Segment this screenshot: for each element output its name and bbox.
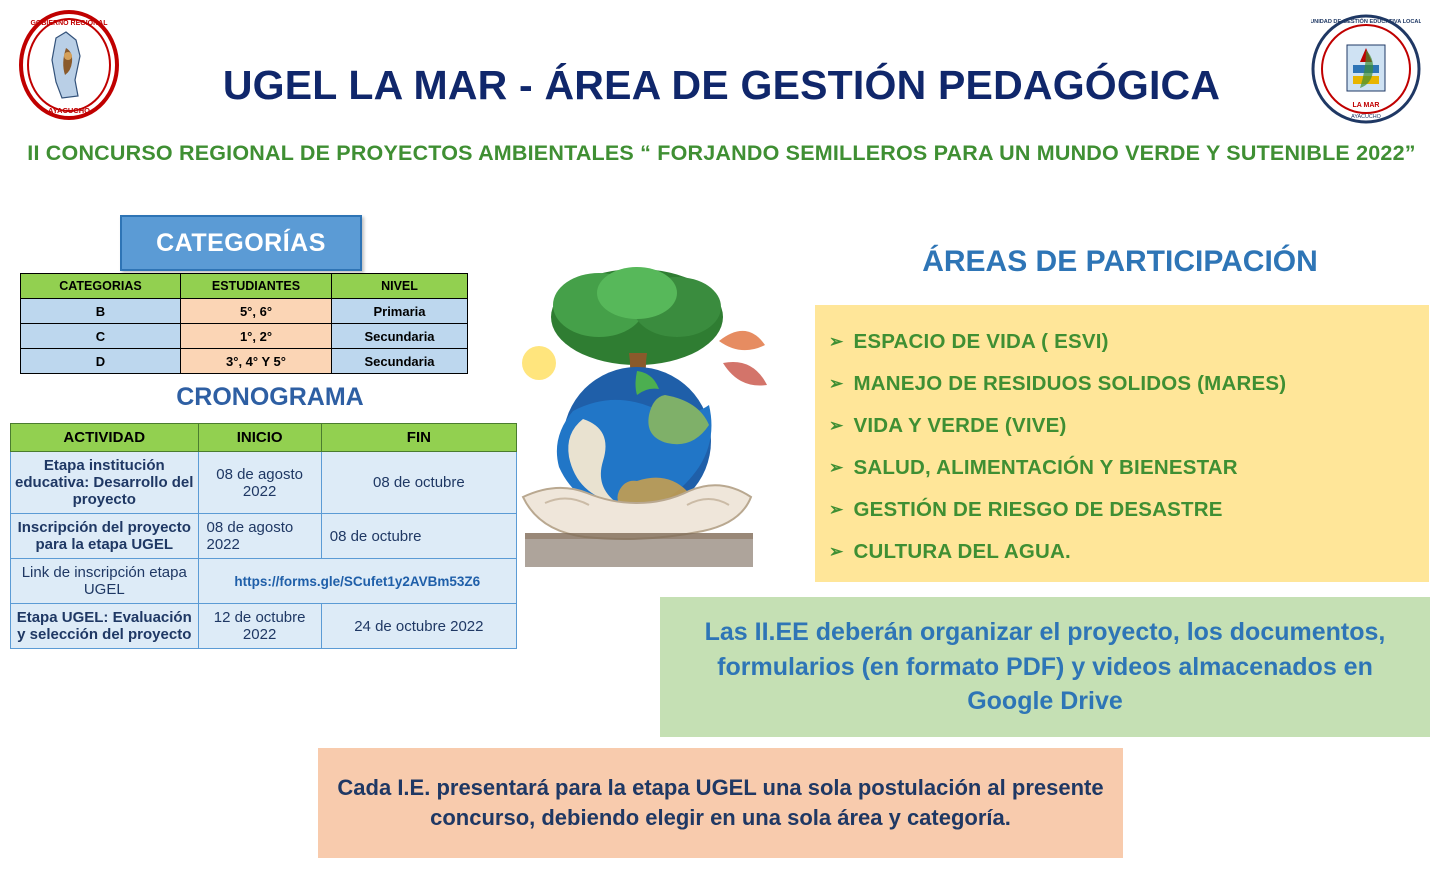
cell-activity: Etapa UGEL: Evaluación y selección del proyecto (11, 604, 199, 649)
areas-title: ÁREAS DE PARTICIPACIÓN (922, 245, 1318, 278)
area-label: CULTURA DEL AGUA. (853, 540, 1071, 563)
cell-start: 08 de agosto 2022 (198, 452, 321, 514)
table-row (21, 349, 468, 374)
cell-categoria: B (21, 299, 181, 324)
column-header-actividad: ACTIVIDAD (11, 424, 199, 452)
arrow-bullet-icon: ➢ (829, 458, 844, 477)
schedule-table (10, 423, 517, 649)
cell-estudiantes: 5°, 6° (181, 299, 332, 324)
orange-note-box (318, 748, 1123, 858)
cell-estudiantes: 1°, 2° (181, 324, 332, 349)
areas-list (815, 305, 1429, 573)
list-item (829, 405, 1429, 447)
cell-end: 08 de octubre (321, 452, 516, 514)
table-header-row (21, 274, 468, 299)
area-label: VIDA Y VERDE (VIVE) (853, 414, 1067, 437)
column-header-fin: FIN (321, 424, 516, 452)
svg-text:AYACUCHO: AYACUCHO (48, 106, 90, 115)
arrow-bullet-icon: ➢ (829, 542, 844, 561)
area-label: MANEJO DE RESIDUOS SOLIDOS (MARES) (853, 372, 1287, 395)
table-row (21, 324, 468, 349)
list-item (829, 363, 1429, 405)
list-item (829, 489, 1429, 531)
table-row (21, 299, 468, 324)
column-header-nivel: NIVEL (332, 274, 468, 299)
svg-text:LA MAR: LA MAR (1352, 102, 1380, 109)
arrow-bullet-icon: ➢ (829, 500, 844, 519)
green-note-box (660, 597, 1430, 737)
table-row (11, 559, 517, 604)
cell-start: 12 de octubre 2022 (198, 604, 321, 649)
arrow-bullet-icon: ➢ (829, 416, 844, 435)
arrow-bullet-icon: ➢ (829, 374, 844, 393)
table-row (11, 604, 517, 649)
green-note-text: Las II.EE deberán organizar el proyecto, los documentos, formularios (en formato PDF) y videos almacenados en Google Drive (704, 618, 1386, 716)
categories-table (20, 273, 468, 374)
area-label: SALUD, ALIMENTACIÓN Y BIENESTAR (853, 456, 1238, 479)
cell-end: 08 de octubre (321, 514, 516, 559)
page-subtitle: II CONCURSO REGIONAL DE PROYECTOS AMBIENTALES “ FORJANDO SEMILLEROS PARA UN MUNDO VERDE Y SUTENIBLE 2022” (27, 141, 1416, 165)
schedule-title: CRONOGRAMA (176, 383, 364, 411)
categories-badge (120, 215, 362, 271)
column-header-categorias: CATEGORIAS (21, 274, 181, 299)
areas-box (815, 305, 1429, 582)
cell-end: 24 de octubre 2022 (321, 604, 516, 649)
cell-nivel: Secundaria (332, 324, 468, 349)
area-label: ESPACIO DE VIDA ( ESVI) (853, 330, 1109, 353)
svg-text:AYACUCHO: AYACUCHO (1351, 114, 1381, 120)
list-item (829, 531, 1429, 573)
list-item (829, 321, 1429, 363)
cell-nivel: Primaria (332, 299, 468, 324)
column-header-inicio: INICIO (198, 424, 321, 452)
cell-nivel: Secundaria (332, 349, 468, 374)
categories-badge-label: CATEGORÍAS (156, 228, 326, 257)
cell-categoria: C (21, 324, 181, 349)
cell-activity: Etapa institución educativa: Desarrollo del proyecto (11, 452, 199, 514)
cell-start: 08 de agosto 2022 (198, 514, 321, 559)
tree-earth-hands-illustration (487, 245, 787, 575)
arrow-bullet-icon: ➢ (829, 332, 844, 351)
page-title: UGEL LA MAR - ÁREA DE GESTIÓN PEDAGÓGICA (222, 62, 1221, 108)
registration-link[interactable]: https://forms.gle/SCufet1y2AVBm53Z6 (198, 559, 517, 604)
table-row (11, 514, 517, 559)
cell-estudiantes: 3°, 4° Y 5° (181, 349, 332, 374)
cell-activity: Link de inscripción etapa UGEL (11, 559, 199, 604)
svg-text:UNIDAD DE GESTIÓN EDUCATIVA LO: UNIDAD DE GESTIÓN EDUCATIVA LOCAL (1311, 19, 1421, 25)
table-row (11, 452, 517, 514)
orange-note-text: Cada I.E. presentará para la etapa UGEL una sola postulación al presente concurso, debiendo elegir en una sola área y categoría. (337, 775, 1104, 830)
cell-activity: Inscripción del proyecto para la etapa UGEL (11, 514, 199, 559)
svg-text:GOBIERNO REGIONAL: GOBIERNO REGIONAL (30, 20, 108, 27)
area-label: GESTIÓN DE RIESGO DE DESASTRE (853, 498, 1223, 521)
column-header-estudiantes: ESTUDIANTES (181, 274, 332, 299)
table-header-row (11, 424, 517, 452)
cell-categoria: D (21, 349, 181, 374)
list-item (829, 447, 1429, 489)
